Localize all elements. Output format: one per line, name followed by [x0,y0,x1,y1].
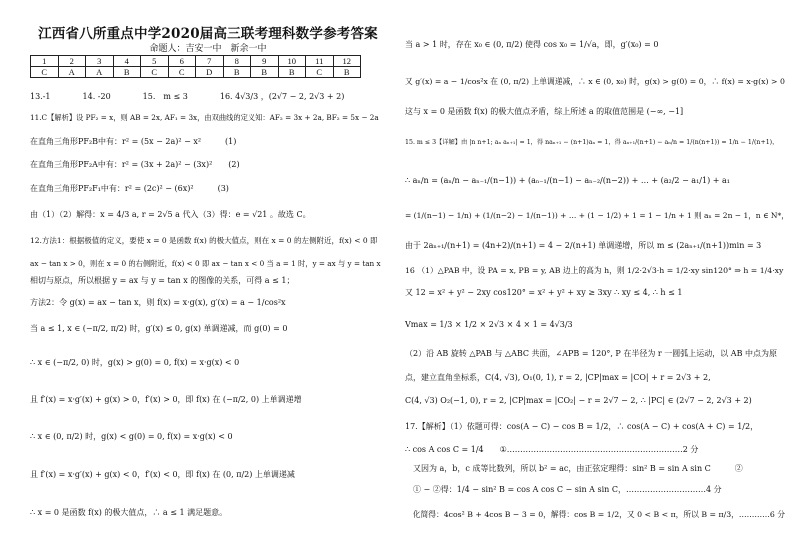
answer-letter: C [31,67,59,78]
answer-table [30,55,361,78]
answer-number: 2 [58,56,86,67]
solution-line: 化简得：4cos² B + 4cos B − 3 = 0，解得：cos B = 1/2，又 0 < B < π，所以 B = π/3，…………6 分 [405,510,786,519]
solution-line: = (1/(n−1) − 1/n) + (1/(n−2) − 1/(n−1)) + … + (1 − 1/2) + 1 = 1 − 1/n + 1 则 aₙ = 2n − 1，n ∈ N*， [405,211,789,220]
solution-line: ax − tan x > 0，则在 x = 0 的右侧附近，f(x) < 0 即 ax − tan x < 0 当 a = 1 时，y = ax 与 y = tan x [30,259,381,268]
answer-number: 4 [113,56,141,67]
solution-line: C(4, √3) O₂(−1, 0), r = 2, |CP|max = |CO₂| − r = 2√7 − 2, ∴ |PC| ∈ (2√7 − 2, 2√3 + 2) [405,396,752,405]
answer-letter: B [113,67,141,78]
solution-line: 又因为 a，b，c 成等比数列，所以 b² = ac，由正弦定理得：sin² B = sin A sin C ② [405,464,743,473]
answer-table-answers-row [31,67,361,78]
solution-line: 17.【解析】（1）依题可得：cos(A − C) − cos B = 1/2，∴ cos(A − C) + cos(A + C) = 1/2， [405,422,759,431]
answer-letter: A [58,67,86,78]
solution-line: 且 f′(x) = x·g′(x) + g(x) > 0，f′(x) > 0，即 f(x) 在 (−π/2, 0) 上单调递增 [30,395,302,404]
answer-number: 8 [223,56,251,67]
solution-line: 由于 2aₙ₊₁/(n+1) = (4n+2)/(n+1) = 4 − 2/(n+1) 单调递增，所以 m ≤ (2aₙ₊₁/(n+1))min = 3 [405,241,762,250]
fill-in-answers-line: 13.-1 14. -20 15. m ≤ 3 16. 4√3/3 ，(2√7 − 2, 2√3 + 2) [30,92,345,101]
answer-number: 11 [306,56,334,67]
answer-letter: B [251,67,279,78]
page-title: 江西省八所重点中学2020届高三联考理科数学参考答案 [38,26,378,42]
solution-line: 12.方法1：根据极值的定义，要使 x = 0 是函数 f(x) 的极大值点，则在 x = 0 的左侧附近，f(x) < 0 即 [30,236,378,245]
answer-letter: A [86,67,114,78]
solution-line: 这与 x = 0 是函数 f(x) 的极大值点矛盾，综上所述 a 的取值范围是 (−∞, −1] [405,107,684,116]
solution-line: ∴ x ∈ (−π/2, 0) 时，g(x) > g(0) = 0, f(x) = x·g(x) < 0 [30,358,240,367]
answer-letter: C [141,67,169,78]
answer-letter: D [196,67,224,78]
page-subtitle: 命题人：吉安一中 新余一中 [149,44,267,54]
solution-line: 当 a > 1 时，存在 x₀ ∈ (0, π/2) 使得 cos x₀ = 1/√a，即，g′(x₀) = 0 [405,40,659,49]
solution-line: Vmax = 1/3 × 1/2 × 2√3 × 4 × 1 = 4√3/3 [405,320,573,329]
solution-line: ∴ x ∈ (0, π/2) 时，g(x) < g(0) = 0, f(x) = x·g(x) < 0 [30,432,233,441]
solution-line: 在直角三角形PF₂B中有：r² = (5x − 2a)² − x² (1) [30,137,237,146]
answer-number: 3 [86,56,114,67]
solution-line: 又 g′(x) = a − 1/cos²x 在 (0, π/2) 上单调递减，∴ x ∈ (0, x₀) 时，g(x) > g(0) = 0，∴ f(x) = x·g(x) > 0 [405,77,785,86]
answer-letter: C [306,67,334,78]
solution-line: ∴ aₙ/n = (aₙ/n − aₙ₋₁/(n−1)) + (aₙ₋₁/(n−1) − aₙ₋₂/(n−2)) + … + (a₂/2 − a₁/1) + a₁ [405,176,730,185]
answer-letter: C [168,67,196,78]
solution-line: 点，建立直角坐标系，C(4, √3), O₁(0, 1), r = 2, |CP|max = |CO| + r = 2√3 + 2, [405,373,711,382]
solution-line: 又 12 = x² + y² − 2xy cos120° = x² + y² + xy ≥ 3xy ∴ xy ≤ 4, ∴ h ≤ 1 [405,288,683,297]
solution-line: 且 f′(x) = x·g′(x) + g(x) < 0，f′(x) < 0，即 f(x) 在 (0, π/2) 上单调递减 [30,470,295,479]
answer-number: 7 [196,56,224,67]
solution-line: 当 a ≤ 1, x ∈ (−π/2, π/2) 时，g′(x) ≤ 0, g(x) 单调递减，而 g(0) = 0 [30,324,288,333]
solution-line: 在直角三角形PF₂A中有：r² = (3x + 2a)² − (3x)² (2) [30,160,240,169]
answer-letter: B [223,67,251,78]
solution-line: （2）沿 AB 旋转 △PAB 与 △ABC 共面，∠APB = 120°, P 在半径为 r 一圆弧上运动，以 AB 中点为原 [405,349,778,358]
solution-line: 相切与原点，所以根据 y = ax 与 y = tan x 的图像的关系，可得 a ≤ 1； [30,276,295,285]
answer-letter: B [278,67,306,78]
solution-line: 由（1）（2）解得：x = 4/3 a, r = 2√5 a 代入（3）得：e = √21 。故选 C。 [30,210,311,219]
answer-letter: B [333,67,361,78]
solution-line: 方法2：令 g(x) = ax − tan x，则 f(x) = x·g(x), g′(x) = a − 1/cos²x [30,298,286,307]
answer-number: 6 [168,56,196,67]
solution-line: ∴ x = 0 是函数 f(x) 的极大值点，∴ a ≤ 1 满足题意。 [30,508,228,517]
answer-table-numbers-row [31,56,361,67]
answer-number: 10 [278,56,306,67]
solution-line: ∴ cos A cos C = 1/4 ①…………………………………………………………2 分 [405,445,699,454]
answer-number: 1 [31,56,59,67]
answer-number: 12 [333,56,361,67]
solution-line: 在直角三角形PF₂F₁中有：r² = (2c)² − (6x)² (3) [30,184,229,193]
solution-line: 11.C【解析】设 PF₂ = x，则 AB = 2x, AF₁ = 3x，由双曲线的定义知：AF₂ = 3x + 2a, BF₂ = 5x − 2a [30,113,379,122]
answer-number: 5 [141,56,169,67]
answer-number: 9 [251,56,279,67]
solution-line: 16 （1）△PAB 中，设 PA = x, PB = y, AB 边上的高为 h，则 1/2·2√3·h = 1/2·xy sin120° ⇒ h = 1/4·xy [405,266,784,275]
solution-line: ① − ②得：1/4 − sin² B = cos A cos C − sin A sin C，…………………………4 分 [405,485,722,494]
solution-line: 15. m ≤ 3【详解】由 |n n+1; aₙ aₙ₊₁| = 1，得 naₙ₊₁ − (n+1)aₙ = 1，得 aₙ₊₁/(n+1) − aₙ/n = 1/(n(n+1)) = 1/n − 1/(n+1)， [405,139,779,146]
